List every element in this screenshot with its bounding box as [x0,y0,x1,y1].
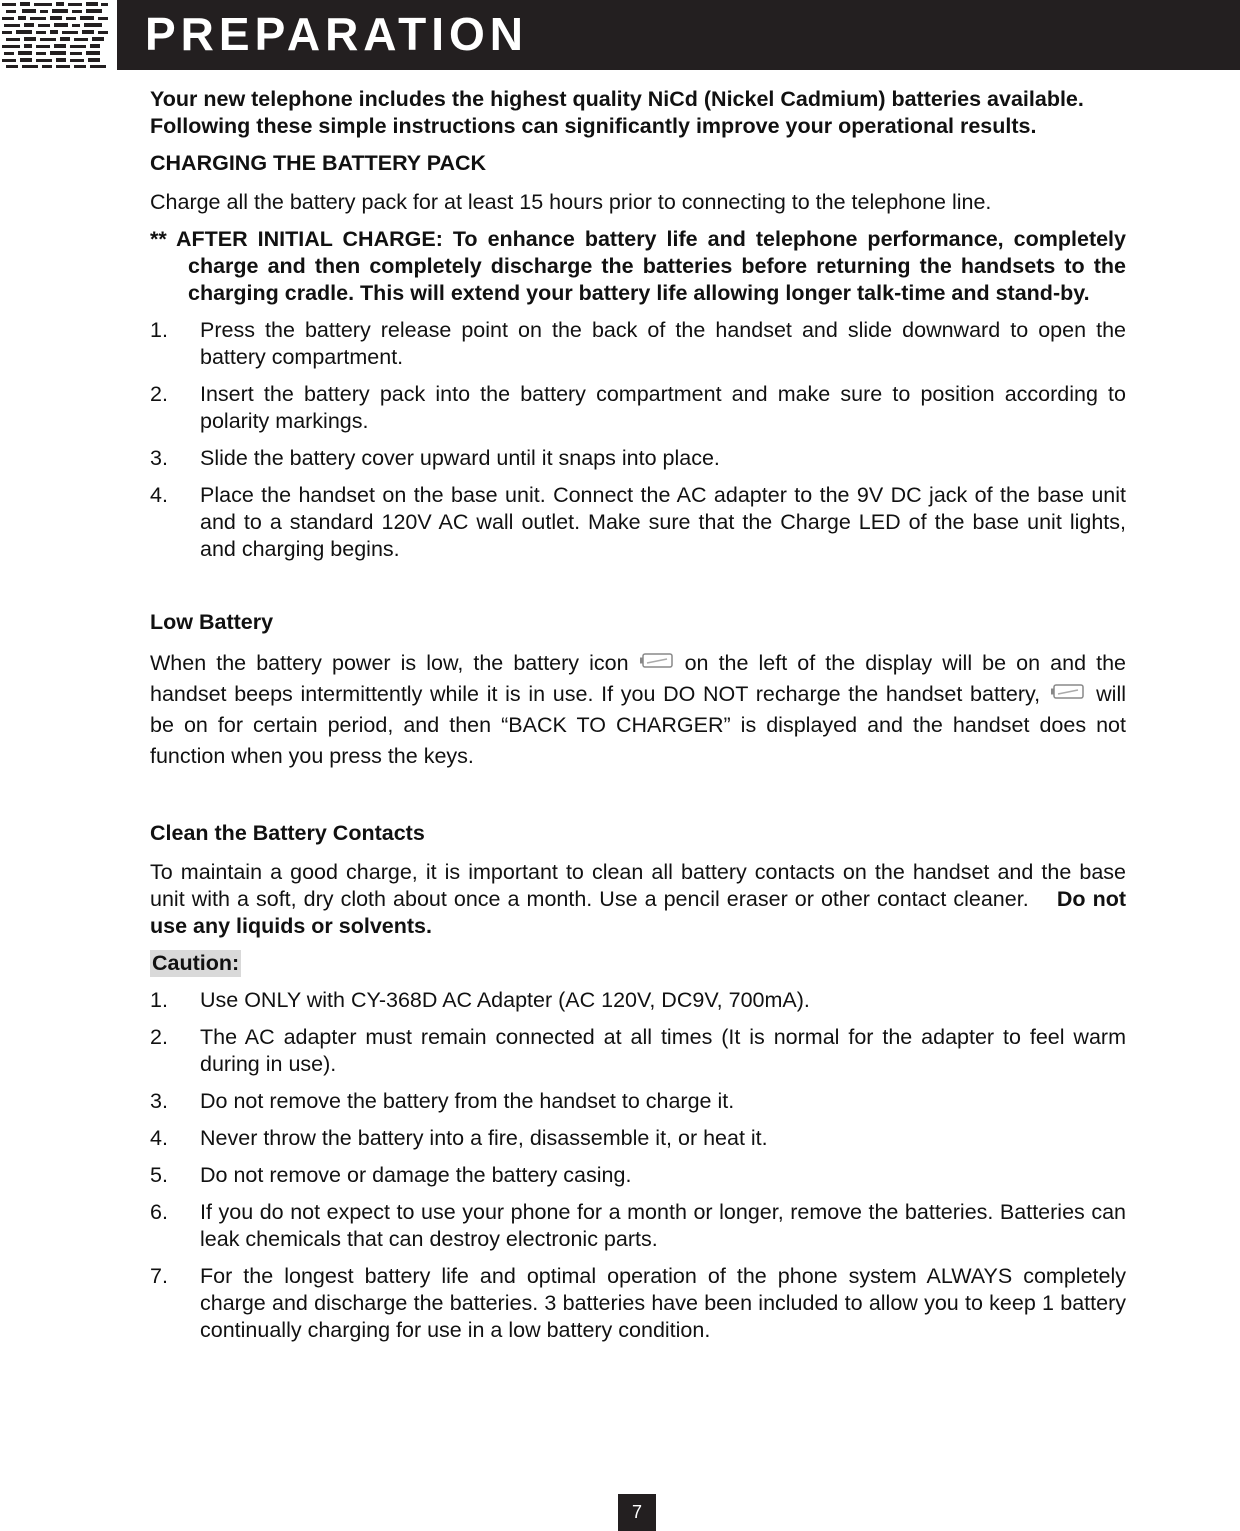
clean-contacts-paragraph [150,859,1126,940]
list-item [150,482,1126,563]
caution-number: 3. [150,1089,168,1113]
page-number: 7 [618,1494,656,1531]
no-liquids-warning: Do not use any liquids or solvents. [150,887,1126,938]
step-number: 3. [150,446,168,470]
step-text: Press the battery release point on the back of the handset and slide downward to open the battery compartment. [200,318,1126,369]
caution-number: 1. [150,988,168,1012]
low-battery-heading: Low Battery [150,610,274,634]
list-item [150,987,1126,1014]
list-item [150,1263,1126,1344]
caution-number: 5. [150,1163,168,1187]
initial-charge-note: ** AFTER INITIAL CHARGE: To enhance battery life and telephone performance, completely charge and then completely discharge the batteries before returning the handsets to the charging cradle. This will extend your battery life allowing longer talk-time and stand-by. [150,227,1126,305]
step-number: 1. [150,318,168,342]
caution-number: 6. [150,1200,168,1224]
page-title: PREPARATION [145,8,528,60]
step-number: 2. [150,382,168,406]
low-battery-text-part3: will be on for certain period, and then “BACK TO CHARGER” is displayed and the handset does not function when you press the keys. [150,682,1126,768]
low-battery-text-part1: When the battery power is low, the battery icon [150,651,629,675]
list-item [150,381,1126,435]
clean-contacts-heading: Clean the Battery Contacts [150,821,425,845]
caution-text: Do not remove the battery from the handset to charge it. [200,1089,735,1113]
list-item [150,1125,1126,1152]
corner-pattern-decoration [0,0,110,70]
caution-list [150,987,1126,1344]
list-item [150,1162,1126,1189]
caution-text: Do not remove or damage the battery casing. [200,1163,632,1187]
caution-text: The AC adapter must remain connected at all times (It is normal for the adapter to feel warm during in use). [200,1025,1126,1076]
step-text: Slide the battery cover upward until it snaps into place. [200,446,720,470]
caution-number: 4. [150,1126,168,1150]
list-item [150,317,1126,371]
step-text: Insert the battery pack into the battery compartment and make sure to position according to polarity markings. [200,382,1126,433]
battery-icon [1050,682,1086,702]
caution-text: If you do not expect to use your phone for a month or longer, remove the batteries. Batteries can leak chemicals that can destroy electronic parts. [200,1200,1126,1251]
intro-paragraph: Your new telephone includes the highest quality NiCd (Nickel Cadmium) batteries available. Following these simple instructions can significantly improve your operational results. [150,87,1084,138]
caution-number: 2. [150,1025,168,1049]
caution-text: Use ONLY with CY-368D AC Adapter (AC 120V, DC9V, 700mA). [200,988,810,1012]
charging-instructions: Charge all the battery pack for at least 15 hours prior to connecting to the telephone line. [150,190,992,214]
list-item [150,1024,1126,1078]
caution-label: Caution: [152,951,240,975]
page-content [150,86,1126,1354]
caution-text: Never throw the battery into a fire, disassemble it, or heat it. [200,1126,768,1150]
list-item [150,445,1126,472]
caution-text: For the longest battery life and optimal operation of the phone system ALWAYS completely charge and discharge the batteries. 3 batteries have been included to allow you to keep 1 battery continually charging for use in a low battery condition. [200,1264,1126,1342]
caution-number: 7. [150,1264,168,1288]
list-item [150,1088,1126,1115]
step-text: Place the handset on the base unit. Connect the AC adapter to the 9V DC jack of the base unit and to a standard 120V AC wall outlet. Make sure that the Charge LED of the base unit lights, and charging begins. [200,483,1126,561]
list-item [150,1199,1126,1253]
battery-icon [639,651,675,671]
low-battery-text-part2: on the left of the display will be on and the handset beeps intermittently while it is in use. If you DO NOT recharge the handset battery, [150,651,1126,706]
clean-contacts-text: To maintain a good charge, it is important to clean all battery contacts on the handset and the base unit with a soft, dry cloth about once a month. Use a pencil eraser or other contact cleaner. [150,860,1126,911]
step-number: 4. [150,483,168,507]
low-battery-paragraph [150,648,1126,772]
charging-steps [150,317,1126,563]
charging-heading: CHARGING THE BATTERY PACK [150,151,487,175]
